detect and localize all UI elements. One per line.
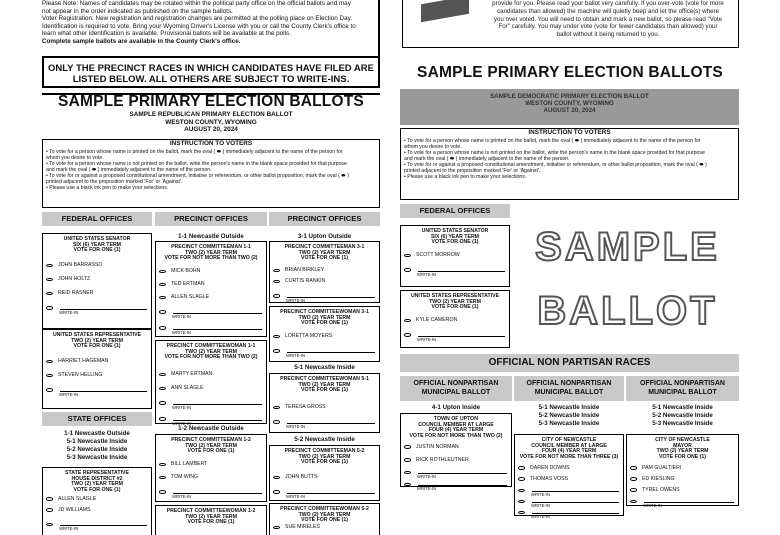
candidate-option[interactable]: KYLE CAMERON — [401, 315, 509, 326]
federal-offices-header: FEDERAL OFFICES — [42, 212, 152, 226]
race-precinct-committeewoman-1-2: PRECINCT COMMITTEEWOMAN 1-2 TWO (2) YEAR TERM VOTE FOR ONE (1) — [155, 505, 267, 535]
candidate-option[interactable]: REID RASNER — [43, 288, 151, 299]
race-precinct-committeewoman-5-1: PRECINCT COMMITTEEWOMAN 5-1 TWO (2) YEAR TERM VOTE FOR ONE (1) TERESA GROSS WRITE-IN — [269, 373, 380, 433]
candidate-option[interactable]: THOMAS VOSS — [515, 473, 623, 484]
write-in-option[interactable] — [156, 483, 266, 494]
write-in-option[interactable] — [156, 319, 266, 330]
candidate-option[interactable]: SUE MIRELES — [270, 524, 379, 531]
write-in-option[interactable] — [270, 287, 379, 298]
nonpartisan-col-header-3: OFFICIAL NONPARTISAN MUNICIPAL BALLOT — [626, 376, 739, 401]
voter-notes: Please Note: Names of candidates may be rotated within the political party office on the official ballots and may not appear in the order indicated as published on the sample ballots. Voter Registration: New registration and registration changes are permitted at the polling place on Election Day. Identification is required to vote. Bring your Wyoming Driver's License with you or call the County Clerk's office to learn what other identification is available. Provisional ballots will be available at the polls. Complete sample ballots are available in the County Clerk's office. — [42, 0, 356, 45]
write-in-option[interactable] — [156, 303, 266, 314]
instructions-box: INSTRUCTION TO VOTERS • To vote for a person whose name is printed on the ballot, mark the oval ( ⬬ ) immediately adjacent to the name of the person for whom you desire to vote. • To vote for a person whose name is not printed on the ballot, write the person's name in the blank space provided for that purpose and mark the oval ( ⬬ ) immediately adjacent to the name of the person. • To vote for or against a proposed constitutional amendment, initiative or referendum, or other ballot proposition, mark the oval ( ⬬ ) printed adjacent to the proposition marked 'For' or 'Against'. • Please use a black ink pen to make your selections. — [42, 139, 380, 208]
race-us-representative: UNITED STATES REPRESENTATIVE TWO (2) YEAR TERM VOTE FOR ONE (1) HARRIET HAGEMAN STEVEN HELLING WRITE-IN — [42, 329, 152, 409]
write-in-option[interactable] — [43, 299, 151, 310]
race-precinct-committeeman-1-1: PRECINCT COMMITTEEMAN 1-1 TWO (2) YEAR TERM VOTE FOR NOT MORE THAN TWO (2) MICK BOHN TED ERTMAN ALLEN SLAGLE WRITE-IN WRITE-IN — [155, 241, 267, 337]
race-precinct-committeeman-3-1: PRECINCT COMMITTEEMAN 3-1 TWO (2) YEAR TERM VOTE FOR ONE (1) BRIAN BIRKLEY CURTIS RANKIN WRITE-IN — [269, 241, 380, 303]
candidate-option[interactable]: ALLEN SLAGLE — [43, 493, 151, 504]
write-in-option[interactable] — [515, 484, 623, 492]
candidate-option[interactable]: BRIAN BIRKLEY — [270, 265, 379, 276]
candidate-option[interactable]: HARRIET HAGEMAN — [43, 356, 151, 367]
precinct-list: 5-1 Newcastle Inside 5-2 Newcastle Inside 5-3 Newcastle Inside — [652, 404, 713, 427]
race-precinct-committeewoman-5-2: PRECINCT COMMITTEEWOMAN 5-2 TWO (2) YEAR TERM VOTE FOR ONE (1) SUE MIRELES — [269, 503, 380, 535]
candidate-option[interactable]: TED ERTMAN — [156, 279, 266, 290]
race-us-representative-dem: UNITED STATES REPRESENTATIVE TWO (2) YEAR TERM VOTE FOR ONE (1) KYLE CAMERON WRITE-IN — [400, 290, 510, 348]
precinct-label: 1-2 Newcastle Outside — [178, 425, 244, 432]
precinct-label: 3-1 Upton Outside — [297, 233, 352, 240]
nonpartisan-header: OFFICIAL NON PARTISAN RACES — [400, 354, 739, 372]
race-precinct-committeewoman-1-1: PRECINCT COMMITTEEWOMAN 1-1 TWO (2) YEAR TERM VOTE FOR NOT MORE THAN TWO (2) MARTY ERTMAN ANN SLAGLE WRITE-IN WRITE-IN — [155, 340, 267, 424]
race-upton-council: TOWN OF UPTON COUNCIL MEMBER AT LARGE FOUR (4) YEAR TERM VOTE FOR NOT MORE THAN TWO (2) JUSTIN NORMAN RICK ROTHLEUTNER WRITE-IN WRITE-IN — [400, 413, 512, 487]
state-offices-header: STATE OFFICES — [42, 412, 152, 426]
write-in-option[interactable] — [401, 261, 509, 272]
federal-offices-header-right: FEDERAL OFFICES — [400, 204, 510, 218]
candidate-option[interactable]: JOHN BARRASSO — [43, 260, 151, 271]
nonpartisan-col-header-1: OFFICIAL NONPARTISAN MUNICIPAL BALLOT — [400, 376, 512, 401]
candidate-option[interactable]: JD WILLIAMS — [43, 504, 151, 515]
write-in-option[interactable] — [270, 342, 379, 353]
race-us-senator-dem: UNITED STATES SENATOR SIX (6) YEAR TERM VOTE FOR ONE (1) SCOTT MORROW WRITE-IN — [400, 225, 510, 287]
candidate-option[interactable]: JOHN HOLTZ — [43, 274, 151, 285]
precinct-label: 4-1 Upton Inside — [431, 404, 481, 411]
write-in-option[interactable] — [401, 479, 511, 486]
ballot-machine-image — [421, 0, 469, 22]
ballot-subtitle: SAMPLE REPUBLICAN PRIMARY ELECTION BALLOT WESTON COUNTY, WYOMING AUGUST 20, 2024 — [129, 111, 293, 133]
candidate-option[interactable]: CURTIS RANKIN — [270, 276, 379, 287]
write-in-option[interactable] — [627, 495, 738, 503]
democratic-ballot-header: SAMPLE DEMOCRATIC PRIMARY ELECTION BALLOT WESTON COUNTY, WYOMING AUGUST 20, 2024 — [400, 89, 739, 125]
sample-watermark: SAMPLE — [535, 225, 720, 269]
write-in-option[interactable] — [43, 515, 151, 526]
write-in-option[interactable] — [401, 326, 509, 337]
candidate-option[interactable]: JOHN BUTTS — [270, 472, 379, 483]
precinct-label: 5-1 Newcastle Inside — [294, 364, 355, 371]
candidate-option[interactable]: ALLEN SLAGLE — [156, 292, 266, 303]
instructions-title: INSTRUCTION TO VOTERS — [528, 129, 611, 136]
candidate-option[interactable]: TERESA GROSS — [270, 402, 379, 413]
page-title-right: SAMPLE PRIMARY ELECTION BALLOTS — [417, 64, 723, 81]
ballot-watermark: BALLOT — [537, 289, 718, 333]
race-precinct-committeeman-5-2: PRECINCT COMMITTEEMAN 5-2 TWO (2) YEAR TERM VOTE FOR ONE (1) JOHN BUTTS WRITE-IN — [269, 445, 380, 501]
candidate-option[interactable]: DAREN DOWNS — [515, 462, 623, 473]
top-instructions-box: provide for you. Please read your ballot very carefully. If you over-vote (vote for more candidates than allowed) the machine will quietly beep and let the office(s) where you over voted. You will need to obtain and mark a new ballot, so please read "Vote For" carefully. You may under vote (vote for fewer candidates than allowed) your ballot without it being returned to you. — [402, 0, 739, 48]
instructions-box-right: INSTRUCTION TO VOTERS • To vote for a person whose name is printed on the ballot, mark the oval ( ⬬ ) immediately adjacent to the name of the person for whom you desire to vote. • To vote for a person whose name is not printed on the ballot, write the person's name in the blank space provided for that purpose and mark the oval ( ⬬ ) immediately adjacent to the name of the person. • To vote for or against a proposed constitutional amendment, initiative or referendum, or other ballot proposition, mark the oval ( ⬬ ) printed adjacent to the proposition marked 'For' or 'Against'. • Please use a black ink pen to make your selections. — [400, 128, 739, 200]
write-in-option[interactable] — [156, 394, 266, 405]
candidate-option[interactable]: ED KIESLING — [627, 473, 738, 484]
instructions-title: INSTRUCTION TO VOTERS — [169, 140, 253, 147]
race-newcastle-mayor: CITY OF NEWCASTLE MAYOR TWO (2) YEAR TERM VOTE FOR ONE (1) PAM GUALTIERI ED KIESLING TYREL OWENS WRITE-IN — [626, 434, 739, 506]
write-in-option[interactable] — [401, 465, 511, 474]
candidate-option[interactable]: TYREL OWENS — [627, 484, 738, 495]
race-precinct-committeewoman-3-1: PRECINCT COMMITTEEWOMAN 3-1 TWO (2) YEAR TERM VOTE FOR ONE (1) LORETTA MOYERS WRITE-IN — [269, 306, 380, 362]
candidate-option[interactable]: ANN SLAGLE — [156, 383, 266, 394]
candidate-option[interactable]: PAM GUALTIERI — [627, 462, 738, 473]
candidate-option[interactable]: RICK ROTHLEUTNER — [401, 454, 511, 465]
race-state-representative: STATE REPRESENTATIVE HOUSE DISTRICT #2 TWO (2) YEAR TERM VOTE FOR ONE (1) ALLEN SLAGLE JD WILLIAMS WRITE-IN — [42, 467, 152, 535]
write-in-option[interactable] — [270, 413, 379, 424]
state-precinct-list: 1-1 Newcastle Outside 5-1 Newcastle Inside 5-2 Newcastle Inside 5-3 Newcastle Inside — [64, 430, 130, 461]
candidate-option[interactable]: TOM WING — [156, 472, 266, 483]
precinct-list: 5-1 Newcastle Inside 5-2 Newcastle Inside 5-3 Newcastle Inside — [538, 404, 600, 427]
candidate-option[interactable]: MARTY ERTMAN — [156, 369, 266, 380]
column-divider — [378, 0, 380, 60]
write-in-option[interactable] — [43, 381, 151, 392]
precinct-offices-header-2: PRECINCT OFFICES — [269, 212, 380, 226]
page-title: SAMPLE PRIMARY ELECTION BALLOTS — [58, 93, 364, 110]
candidate-option[interactable]: LORETTA MOYERS — [270, 331, 379, 342]
candidate-option[interactable]: SCOTT MORROW — [401, 250, 509, 261]
race-us-senator: UNITED STATES SENATOR SIX (6) YEAR TERM VOTE FOR ONE (1) JOHN BARRASSO JOHN HOLTZ REID RASNER WRITE-IN — [42, 233, 152, 329]
candidate-option[interactable]: STEVEN HELLING — [43, 370, 151, 381]
candidate-option[interactable]: BILL LAMBERT — [156, 459, 266, 470]
precinct-offices-header: PRECINCT OFFICES — [155, 212, 267, 226]
precinct-label: 1-1 Newcastle Outside — [178, 233, 244, 240]
precinct-notice: ONLY THE PRECINCT RACES IN WHICH CANDIDATES HAVE FILED ARE LISTED BELOW. ALL OTHERS ARE SUBJECT TO WRITE-INS. — [42, 56, 380, 88]
nonpartisan-col-header-2: OFFICIAL NONPARTISAN MUNICIPAL BALLOT — [514, 376, 624, 401]
candidate-option[interactable]: JUSTIN NORMAN — [401, 441, 511, 452]
race-precinct-committeeman-1-2: PRECINCT COMMITTEEMAN 1-2 TWO (2) YEAR TERM VOTE FOR ONE (1) BILL LAMBERT TOM WING WRITE-IN — [155, 434, 267, 502]
precinct-label: 5-2 Newcastle Inside — [294, 436, 355, 443]
race-newcastle-council: CITY OF NEWCASTLE COUNCIL MEMBER AT LARGE FOUR (4) YEAR TERM VOTE FOR NOT MORE THAN THREE (3) DAREN DOWNS THOMAS VOSS WRITE-IN WRITE-IN WRITE-IN — [514, 434, 624, 516]
write-in-option[interactable] — [270, 483, 379, 494]
write-in-option[interactable] — [156, 410, 266, 421]
candidate-option[interactable]: MICK BOHN — [156, 266, 266, 277]
